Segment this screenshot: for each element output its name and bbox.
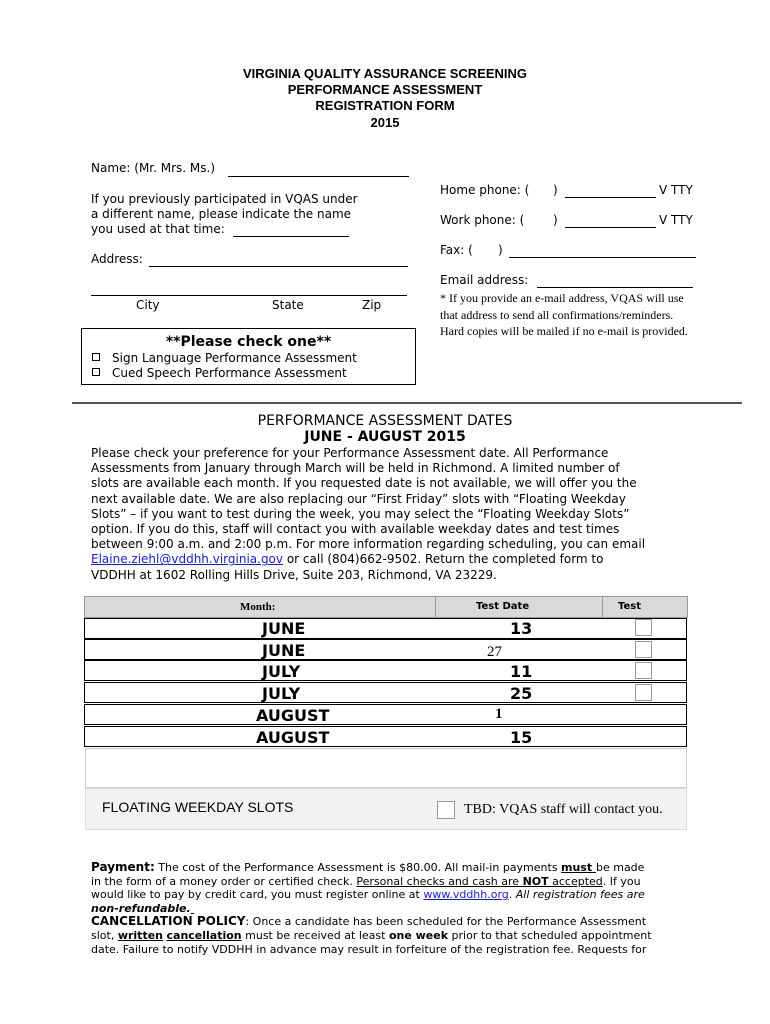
row-month: AUGUST bbox=[256, 728, 330, 747]
state-label: State bbox=[272, 298, 304, 312]
payment-label: Payment: bbox=[91, 860, 155, 874]
name-label: Name: (Mr. Mrs. Ms.) bbox=[91, 161, 216, 175]
row-month: JULY bbox=[262, 662, 301, 681]
website-link[interactable]: www.vddhh.org bbox=[423, 888, 509, 902]
floating-slots-checkbox[interactable] bbox=[437, 801, 455, 819]
instructions-line: option. If you do this, staff will contact you with available weekday dates and test times bbox=[91, 522, 620, 537]
fax-field[interactable] bbox=[509, 257, 696, 258]
instructions-line bbox=[91, 552, 691, 567]
instructions-line: VDDHH at 1602 Rolling Hills Drive, Suite 203, Richmond, VA 23229. bbox=[91, 567, 497, 582]
payment-line bbox=[91, 902, 691, 916]
city-label: City bbox=[136, 298, 160, 312]
form-title-line3: REGISTRATION FORM bbox=[315, 98, 455, 113]
email-note-line1: * If you provide an e-mail address, VQAS will use bbox=[440, 291, 684, 305]
fax-close: ) bbox=[498, 243, 503, 257]
header-divider bbox=[602, 597, 603, 617]
payment-line bbox=[91, 861, 691, 875]
section-divider bbox=[72, 402, 742, 404]
instructions-text: or call (804)662-9502. Return the completed form to bbox=[283, 552, 604, 567]
tbd-note: TBD: VQAS staff will contact you. bbox=[464, 802, 663, 817]
prev-name-line1: If you previously participated in VQAS under bbox=[91, 192, 358, 206]
table-spacer-row bbox=[85, 748, 687, 788]
form-year: 2015 bbox=[370, 115, 400, 130]
payment-text: Personal checks and cash are bbox=[356, 874, 523, 888]
work-phone-field[interactable] bbox=[565, 227, 656, 228]
work-phone-close: ) bbox=[553, 213, 558, 227]
cancellation-word: cancellation bbox=[166, 928, 242, 942]
row-date: 15 bbox=[510, 728, 533, 747]
row-date: 1 bbox=[495, 706, 503, 722]
form-title-line2: PERFORMANCE ASSESSMENT bbox=[287, 82, 483, 97]
instructions-line: Assessments from January through March will be held in Richmond. A limited number of bbox=[91, 461, 620, 476]
address-field[interactable] bbox=[149, 266, 408, 267]
floating-slots-label: FLOATING WEEKDAY SLOTS bbox=[102, 799, 294, 815]
cancellation-line: date. Failure to notify VDDHH in advance may result in forfeiture of the registration fee. Requests for bbox=[91, 942, 647, 956]
row-month: JUNE bbox=[262, 619, 306, 638]
contact-email-link[interactable]: Elaine.ziehl@vddhh.virginia.gov bbox=[91, 552, 283, 567]
payment-not: NOT bbox=[522, 874, 549, 888]
work-vtty-label: V TTY bbox=[659, 213, 693, 227]
email-note-line2: that address to send all confirmations/reminders. bbox=[440, 307, 674, 322]
instructions-line: between 9:00 a.m. and 2:00 p.m. For more information regarding scheduling, you can email bbox=[91, 537, 646, 552]
option-sign-language[interactable] bbox=[92, 351, 357, 366]
home-phone-label: Home phone: ( bbox=[440, 183, 530, 197]
cancellation-label: CANCELLATION POLICY bbox=[91, 914, 246, 929]
instructions-line: Slots” – if you want to test during the week, you may select the “Floating Weekday Slots” bbox=[91, 506, 630, 521]
home-phone-field[interactable] bbox=[565, 197, 656, 198]
home-phone-close: ) bbox=[553, 183, 558, 197]
prev-name-line2: a different name, please indicate the name bbox=[91, 207, 352, 221]
payment-text: The cost of the Performance Assessment is $80.00. All mail-in payments bbox=[154, 861, 562, 874]
cancellation-one-week: one week bbox=[388, 928, 449, 942]
payment-text: in the form of a money order or certified check. bbox=[91, 874, 357, 888]
date-checkbox[interactable] bbox=[635, 641, 652, 658]
col-test: Test bbox=[618, 601, 642, 612]
dates-subtitle: JUNE - AUGUST 2015 bbox=[304, 429, 466, 445]
option-cued-speech[interactable] bbox=[92, 366, 347, 381]
address-line2-field[interactable] bbox=[91, 295, 407, 296]
cancellation-line bbox=[91, 915, 691, 929]
name-field[interactable] bbox=[228, 176, 409, 177]
email-note bbox=[440, 290, 688, 340]
email-field[interactable] bbox=[537, 287, 693, 288]
assessment-type-box bbox=[81, 328, 416, 385]
row-month: AUGUST bbox=[256, 706, 330, 725]
email-label: Email address: bbox=[440, 273, 529, 287]
row-month: JUNE bbox=[262, 641, 306, 660]
instructions-line: next available date. We are also replacing our “First Friday” slots with “Floating Weekday bbox=[91, 491, 626, 506]
payment-nonrefundable: non-refundable. bbox=[91, 901, 191, 915]
payment-section bbox=[91, 861, 691, 956]
check-one-title: **Please check one** bbox=[165, 334, 332, 350]
date-checkbox[interactable] bbox=[635, 684, 652, 701]
table-header bbox=[84, 596, 688, 618]
date-checkbox[interactable] bbox=[635, 662, 652, 679]
dates-title: PERFORMANCE ASSESSMENT DATES bbox=[257, 413, 513, 429]
fax-label: Fax: ( bbox=[440, 243, 473, 257]
option-sign-language-label: Sign Language Performance Assessment bbox=[112, 351, 357, 365]
form-title-line1: VIRGINIA QUALITY ASSURANCE SCREENING bbox=[242, 66, 528, 81]
cancellation-line bbox=[91, 929, 691, 943]
cancellation-text: : Once a candidate has been scheduled for the Performance Assessment bbox=[245, 915, 647, 929]
payment-line bbox=[91, 875, 691, 889]
row-month: JULY bbox=[262, 684, 301, 703]
row-date: 11 bbox=[510, 662, 533, 681]
prev-name-line3: you used at that time: bbox=[91, 222, 225, 236]
checkbox-icon[interactable] bbox=[92, 368, 100, 376]
cancellation-written: written bbox=[117, 928, 163, 942]
home-vtty-label: V TTY bbox=[659, 183, 693, 197]
payment-line bbox=[91, 888, 691, 902]
floating-slots-row bbox=[85, 788, 687, 830]
option-cued-speech-label: Cued Speech Performance Assessment bbox=[112, 366, 347, 380]
dates-instructions bbox=[91, 446, 691, 583]
work-phone-label: Work phone: ( bbox=[440, 213, 525, 227]
col-month: Month: bbox=[240, 601, 276, 613]
prev-name-field[interactable] bbox=[233, 236, 349, 237]
payment-text: would like to pay by credit card, you must register online at bbox=[91, 888, 424, 902]
email-note-line3: Hard copies will be mailed if no e-mail is provided. bbox=[440, 324, 688, 338]
cancellation-text: slot, bbox=[91, 928, 118, 942]
row-date: 25 bbox=[510, 684, 533, 703]
checkbox-icon[interactable] bbox=[92, 353, 100, 361]
date-checkbox[interactable] bbox=[635, 619, 652, 636]
row-date: 13 bbox=[510, 619, 533, 638]
cancellation-text: prior to that scheduled appointment bbox=[448, 928, 652, 942]
payment-text: be made bbox=[595, 861, 645, 874]
address-label: Address: bbox=[91, 252, 143, 266]
zip-label: Zip bbox=[362, 298, 382, 312]
instructions-line: slots are available each month. If you requested date is not available, we will offer you the bbox=[91, 476, 637, 491]
payment-text: . If you bbox=[602, 874, 641, 888]
instructions-line: Please check your preference for your Performance Assessment date. All Performance bbox=[91, 446, 609, 460]
payment-text: . bbox=[508, 888, 516, 902]
payment-must: must bbox=[561, 861, 596, 874]
col-test-date: Test Date bbox=[476, 601, 530, 612]
payment-fees: All registration fees are bbox=[515, 888, 645, 902]
row-date: 27 bbox=[487, 644, 502, 660]
header-divider bbox=[435, 597, 436, 617]
payment-text: accepted bbox=[548, 874, 603, 888]
cancellation-text: must be received at least bbox=[241, 928, 389, 942]
